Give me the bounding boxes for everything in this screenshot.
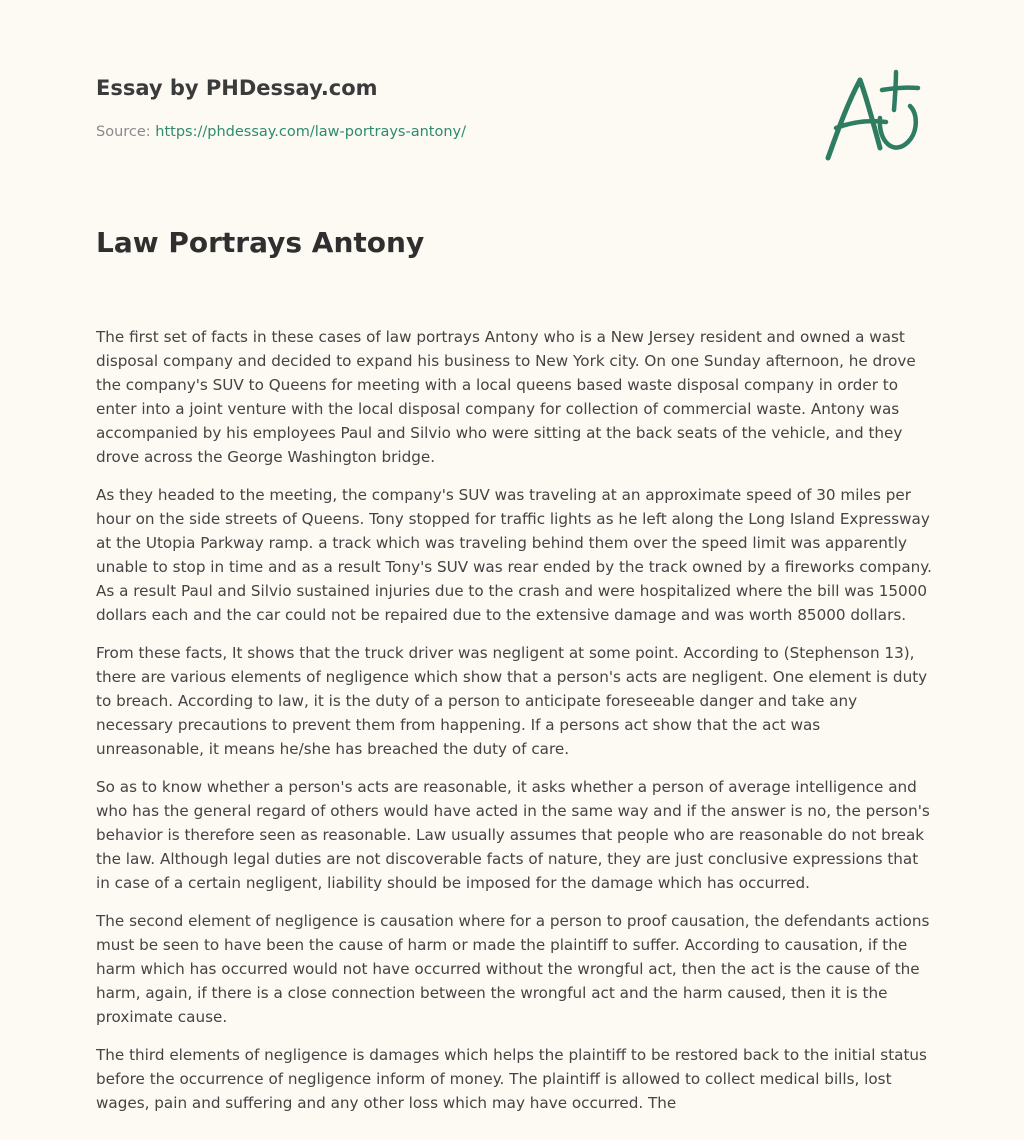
essay-paragraph: From these facts, It shows that the truck driver was negligent at some point. According to (Stephenson 13), there are various elements of negligence which show that a person's acts are negligent. One element is duty to breach. According to law, it is the duty of a person to anticipate foreseeable danger and take any necessary precautions to prevent them from happening. If a persons act show that the act was unreasonable, it means he/she has breached the duty of care. (96, 644, 928, 758)
essay-body (96, 325, 932, 1129)
essay-paragraph: As they headed to the meeting, the company's SUV was traveling at an approximate speed of 30 miles per hour on the side streets of Queens. Tony stopped for traffic lights as he left along the Long Island Expressway at the Utopia Parkway ramp. a track which was traveling behind them over the speed limit was apparently unable to stop in time and as a result Tony's SUV was rear ended by the track owned by a fireworks company. As a result Paul and Silvio sustained injuries due to the crash and were hospitalized where the bill was 15000 dollars each and the car could not be repaired due to the extensive damage and was worth 85000 dollars. (96, 486, 932, 624)
essay-paragraph: So as to know whether a person's acts are reasonable, it asks whether a person of average intelligence and who has the general regard of others would have acted in the same way and if the answer is no, the person's behavior is therefore seen as reasonable. Law usually assumes that people who are reasonable do not break the law. Although legal duties are not discoverable facts of nature, they are just conclusive expressions that in case of a certain negligent, liability should be imposed for the damage which has occurred. (96, 778, 930, 892)
source-line (96, 124, 466, 140)
a-plus-logo-icon (822, 66, 932, 166)
essay-title: Law Portrays Antony (96, 226, 425, 259)
source-label: Source: (96, 124, 151, 140)
essay-paragraph: The second element of negligence is causation where for a person to proof causation, the defendants actions must be seen to have been the cause of harm or made the plaintiff to suffer. According to causation, if the harm which has occurred would not have occurred without the wrongful act, then the act is the cause of the harm, again, if there is a close connection between the wrongful act and the harm caused, then it is the proximate cause. (96, 912, 930, 1026)
source-link[interactable]: https://phdessay.com/law-portrays-antony/ (155, 124, 466, 140)
essay-paragraph: The third elements of negligence is damages which helps the plaintiff to be restored back to the initial status before the occurrence of negligence inform of money. The plaintiff is allowed to collect medical bills, lost wages, pain and suffering and any other loss which may have occurred. The (96, 1046, 927, 1112)
essay-paragraph: The first set of facts in these cases of law portrays Antony who is a New Jersey resident and owned a wast disposal company and decided to expand his business to New York city. On one Sunday afternoon, he drove the company's SUV to Queens for meeting with a local queens based waste disposal company in order to enter into a joint venture with the local disposal company for collection of commercial waste. Antony was accompanied by his employees Paul and Silvio who were sitting at the back seats of the vehicle, and they drove across the George Washington bridge. (96, 328, 916, 466)
brand-title: Essay by PHDessay.com (96, 76, 378, 100)
